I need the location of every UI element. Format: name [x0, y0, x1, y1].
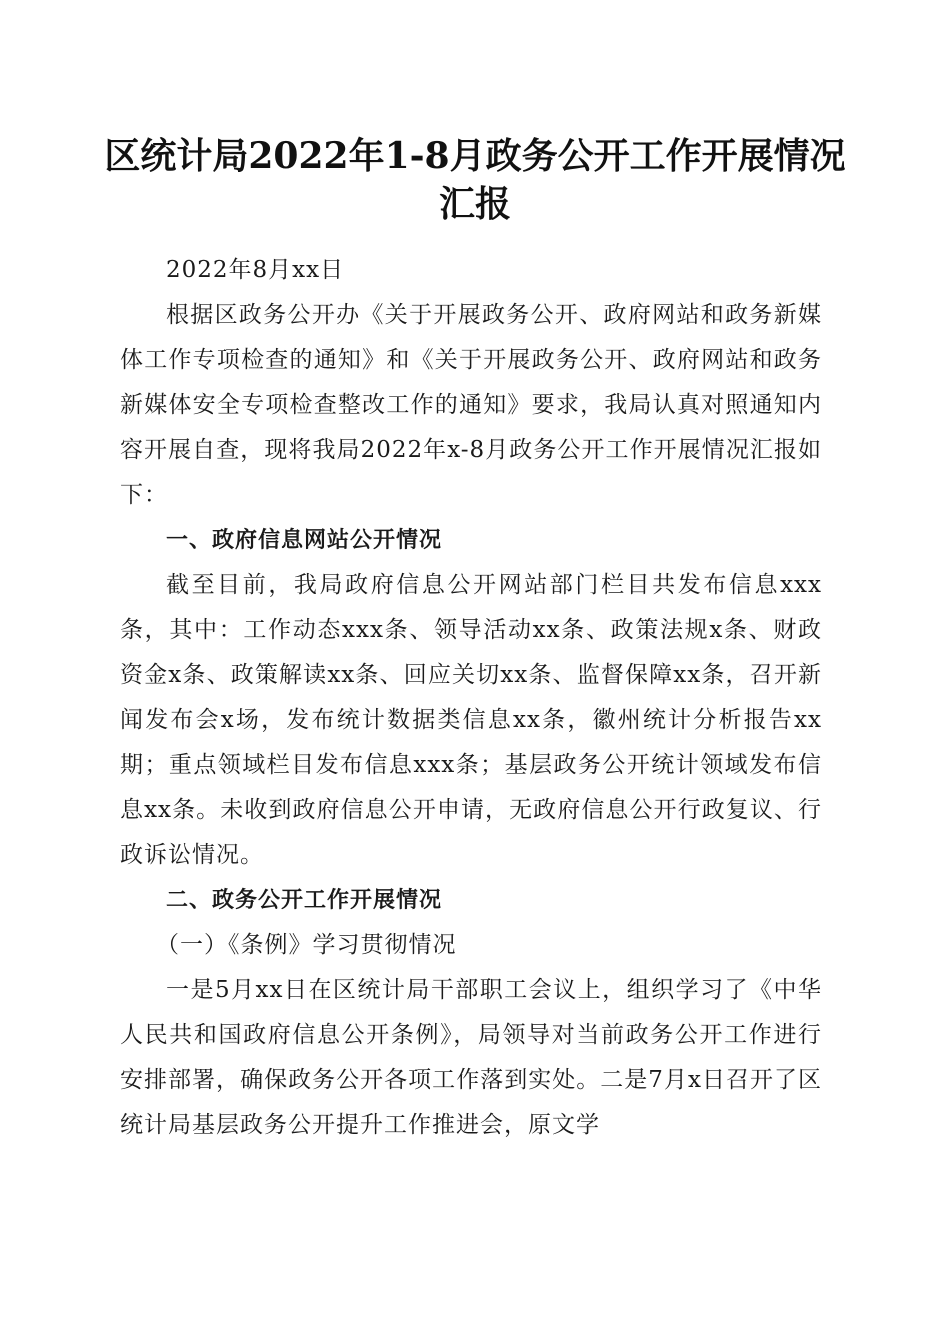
document-title: 区统计局2022年1-8月政务公开工作开展情况汇报	[104, 135, 846, 225]
section-2-subheading: （一）《条例》学习贯彻情况	[156, 932, 457, 958]
section-2-heading: 二、政务公开工作开展情况	[166, 888, 443, 913]
section-1-heading: 一、政府信息网站公开情况	[166, 528, 443, 553]
intro-paragraph: 根据区政务公开办《关于开展政务公开、政府网站和政务新媒体工作专项检查的通知》和《关于开展政务公开、政府网站和政务新媒体安全专项检查整改工作的通知》要求，我局认真对照通知内容开展自查，现将我局2022年x-8月政务公开工作开展情况汇报如下：	[120, 302, 822, 508]
document-date: 2022年8月xx日	[166, 257, 345, 283]
section-1-paragraph: 截至目前，我局政府信息公开网站部门栏目共发布信息xxx条，其中：工作动态xxx条、领导活动xx条、政策法规x条、财政资金x条、政策解读xx条、回应关切xx条、监督保障xx条，召开新闻发布会x场，发布统计数据类信息xx条，徽州统计分析报告xx期；重点领域栏目发布信息xxx条；基层政务公开统计领域发布信息xx条。未收到政府信息公开申请，无政府信息公开行政复议、行政诉讼情况。	[120, 572, 822, 868]
section-2-paragraph: 一是5月xx日在区统计局干部职工会议上，组织学习了《中华人民共和国政府信息公开条例》，局领导对当前政务公开工作进行安排部署，确保政务公开各项工作落到实处。二是7月x日召开了区统计局基层政务公开提升工作推进会，原文学	[120, 977, 822, 1138]
document-body	[120, 248, 822, 1148]
